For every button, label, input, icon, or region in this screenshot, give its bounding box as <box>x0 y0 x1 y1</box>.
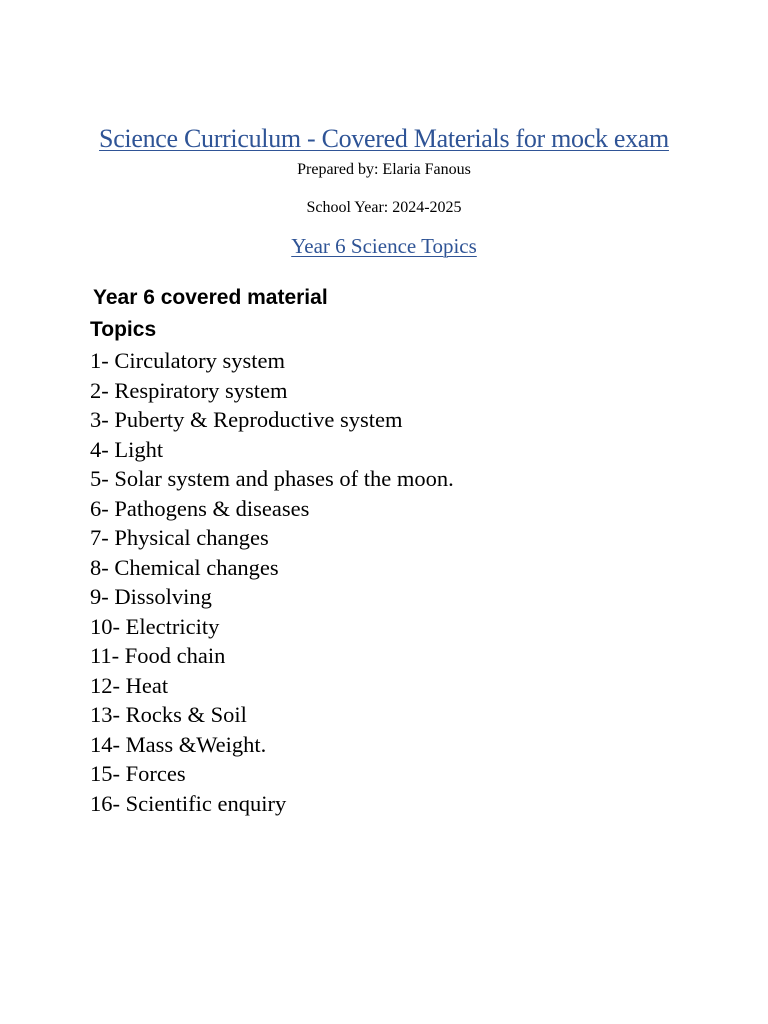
list-item: 1- Circulatory system <box>90 348 285 373</box>
document-title: Science Curriculum - Covered Materials for mock exam <box>99 124 669 153</box>
list-item: 4- Light <box>90 436 164 462</box>
list-item: 10- Electricity <box>90 613 220 639</box>
list-item: 14- Mass &Weight. <box>90 731 267 757</box>
list-item: 16- Scientific enquiry <box>90 790 287 816</box>
topic-list <box>90 346 454 818</box>
document-subtitle: Year 6 Science Topics <box>291 234 477 258</box>
list-item: 13- Rocks & Soil <box>90 702 247 727</box>
list-item: 3- Puberty & Reproductive system <box>90 407 403 432</box>
list-item: 6- Pathogens & diseases <box>90 495 310 521</box>
list-item: 15- Forces <box>90 761 186 786</box>
list-item: 2- Respiratory system <box>90 377 288 403</box>
list-item: 12- Heat <box>90 672 169 698</box>
prepared-by: Prepared by: Elaria Fanous <box>297 161 471 178</box>
list-item: 5- Solar system and phases of the moon. <box>90 466 454 491</box>
list-item: 9- Dissolving <box>90 584 212 609</box>
list-item: 7- Physical changes <box>90 525 269 550</box>
school-year: School Year: 2024-2025 <box>306 199 462 216</box>
section-heading: Year 6 covered material <box>93 286 328 309</box>
list-item: 11- Food chain <box>90 643 226 668</box>
topics-heading: Topics <box>90 318 157 341</box>
list-item: 8- Chemical changes <box>90 554 279 580</box>
